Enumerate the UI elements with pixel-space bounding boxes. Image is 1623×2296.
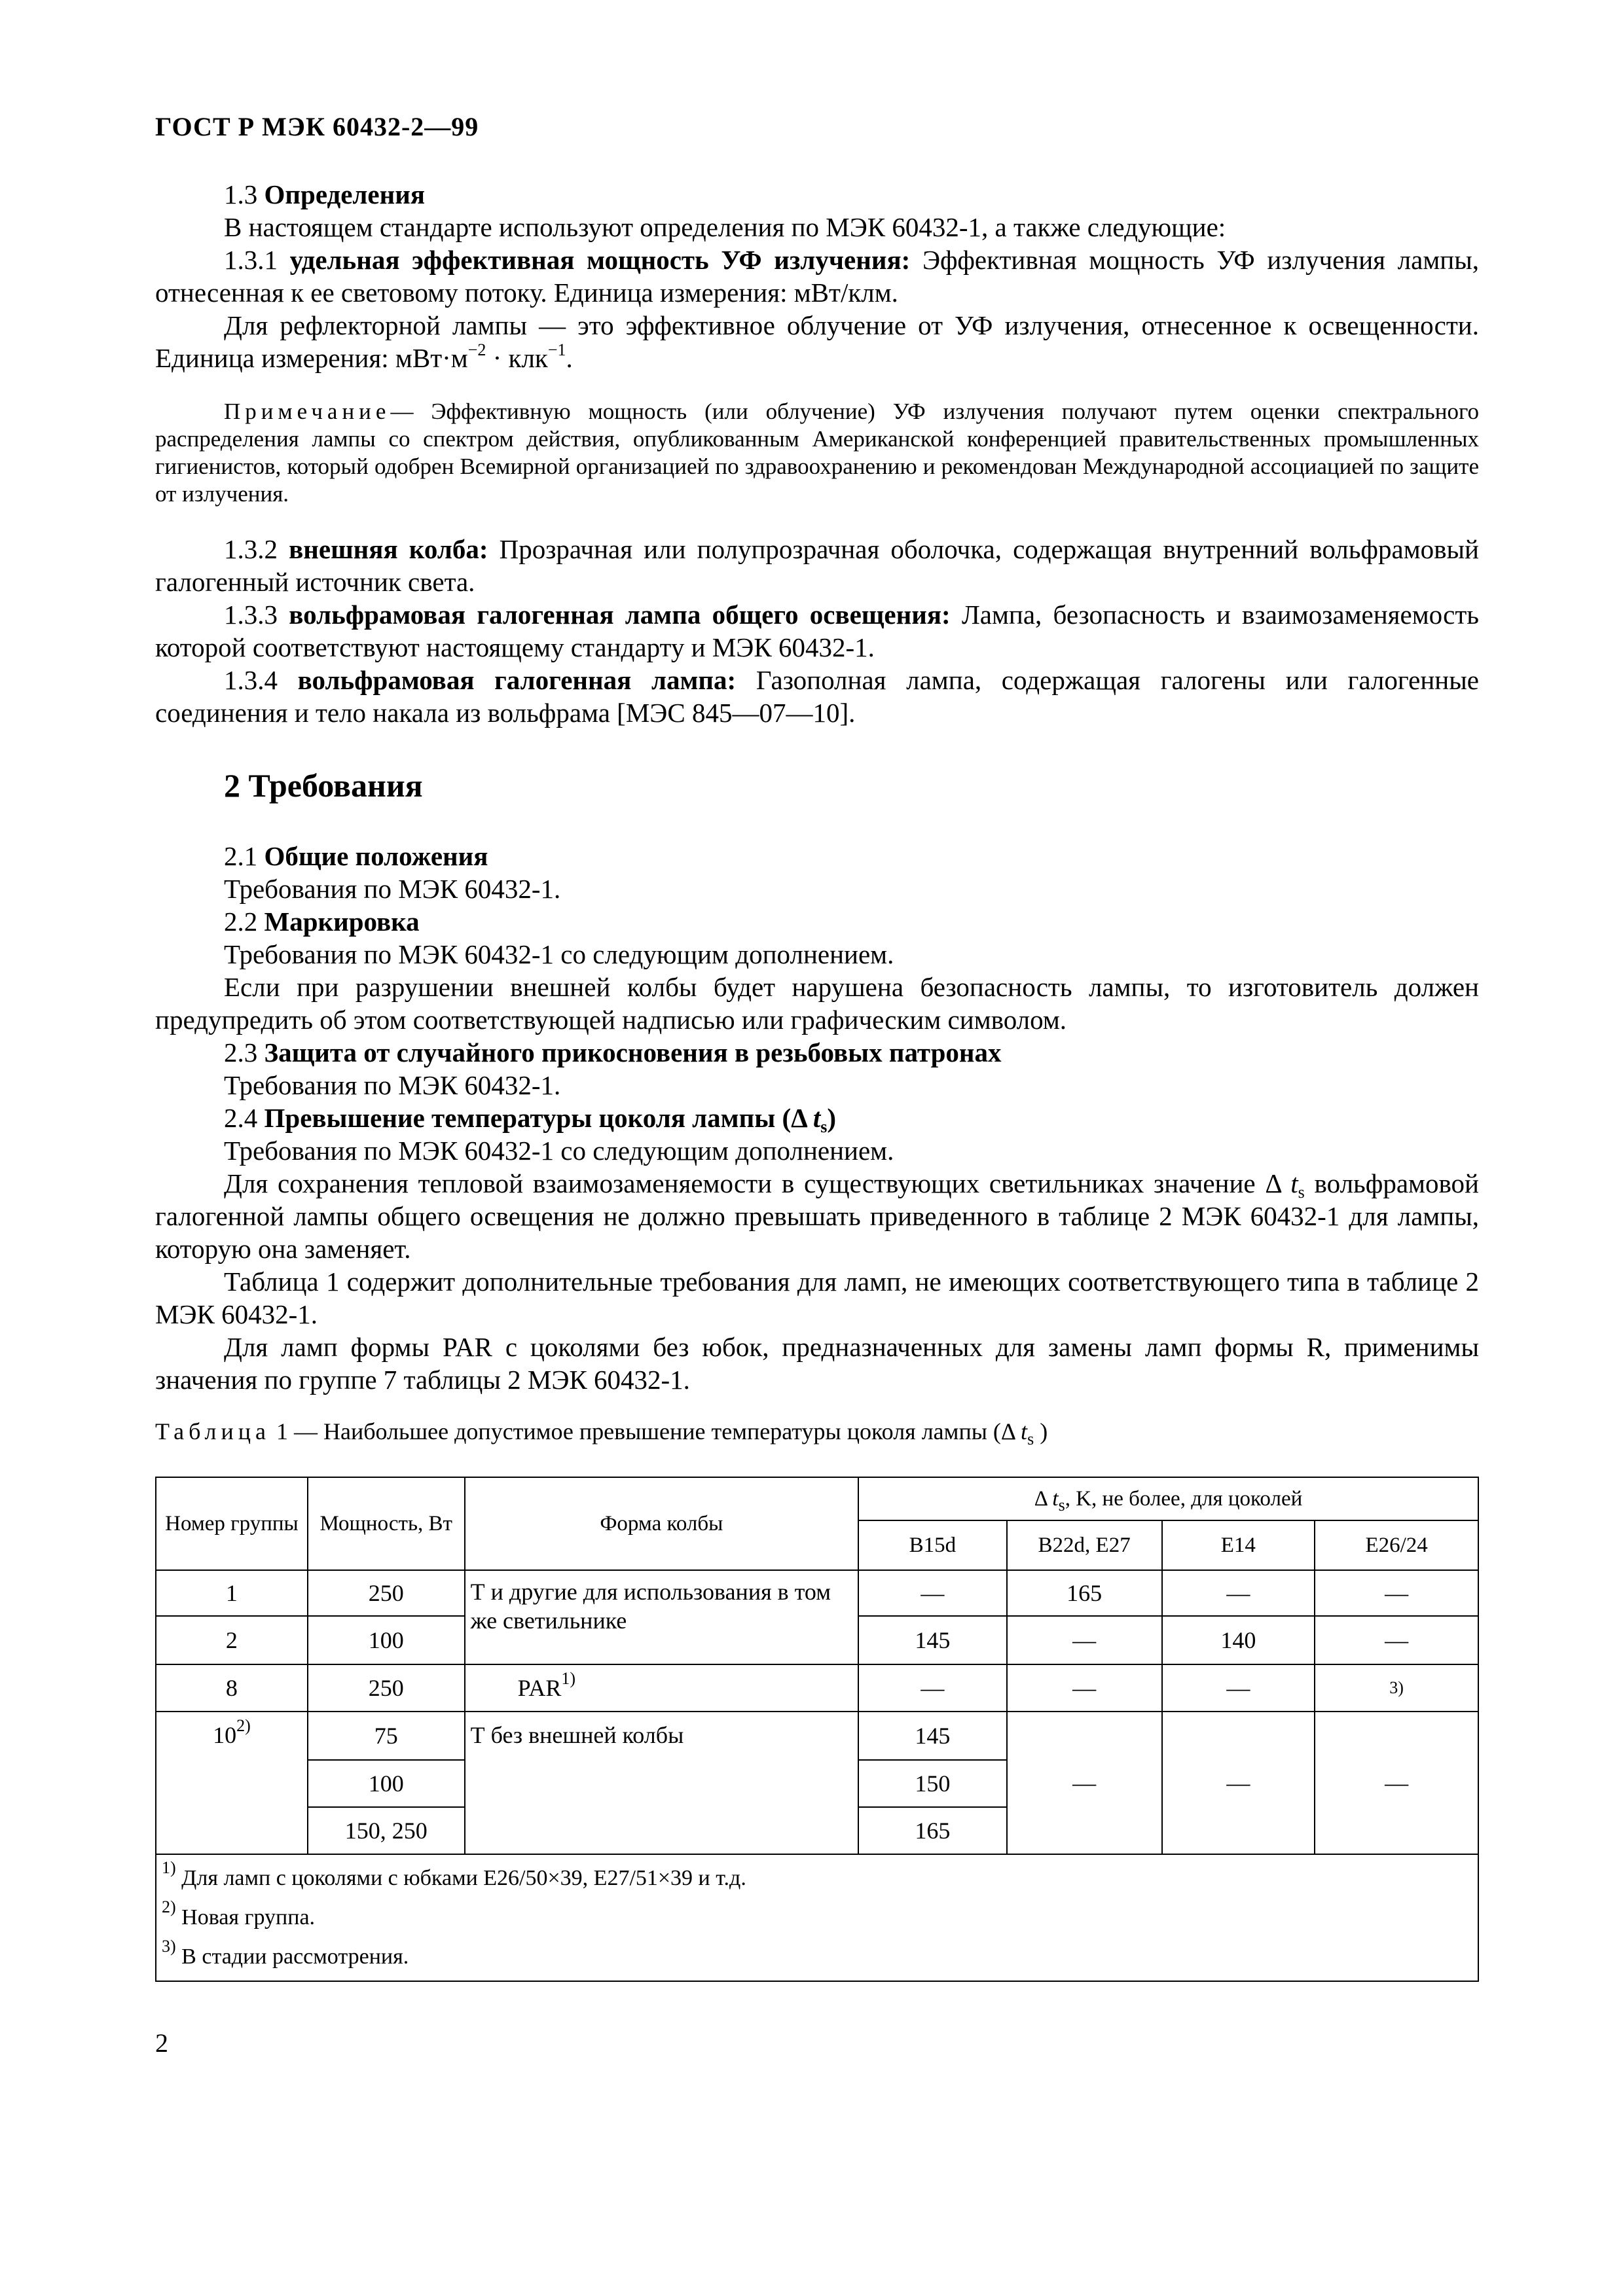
section-2-1-title: 2.1 Общие положения — [224, 841, 488, 871]
header-group: Номер группы — [156, 1477, 308, 1570]
section-2-4-text-3: Таблица 1 содержит дополнительные требования для ламп, не имеющих соответствующего типа в таблице 2 МЭК 60432-1. — [155, 1266, 1479, 1329]
section-2-4-text-4: Для ламп формы PAR с цоколями без юбок, предназначенных для замены ламп формы R, применимы значения по группе 7 таблицы 2 МЭК 60432-1. — [155, 1332, 1479, 1395]
header-power: Мощность, Вт — [308, 1477, 465, 1570]
table-footnotes-row — [156, 1854, 1478, 1981]
section-2-4-title: 2.4 Превышение температуры цоколя лампы (Δ $t_s$) — [224, 1103, 836, 1136]
footnote-3: $^{3)}$ В стадии рассмотрения. — [162, 1937, 409, 1969]
page-number: 2 — [155, 2028, 168, 2058]
note: Примечание— Эффективную мощность (или облучение) УФ излучения получают путем оценки спектрального распределения лампы со спектром действия, опубликованным Американской конференцией правительственных промышленных гигиенистов, который одобрен Всемирной организацией по здравоохранению и рекомендован Международной ассоциацией по защите от излучения. — [155, 399, 1479, 507]
section-1-3 — [155, 178, 1479, 729]
table-caption: Таблица 1 — Наибольшее допустимое превышение температуры цоколя лампы (Δ $t_s$ ) — [155, 1418, 1048, 1448]
header-base-e14: E14 — [1162, 1520, 1315, 1570]
table-row: 8 250 PAR$^{1)}$ — — — 3) — [156, 1664, 1478, 1712]
shape-cell: PAR$^{1)}$ — [465, 1664, 858, 1712]
table-row: 150, 250 165 — [156, 1807, 1478, 1854]
table-row: 100 150 — [156, 1760, 1478, 1807]
footnote-2: $^{2)}$ Новая группа. — [162, 1897, 316, 1929]
table-footnotes — [156, 1854, 1478, 1981]
section-2 — [155, 769, 1479, 1396]
footnote-1: $^{1)}$ Для ламп с цоколями с юбками E26/50×39, E27/51×39 и т.д. — [162, 1858, 746, 1890]
table-header-row — [156, 1477, 1478, 1520]
section-1-3-title: 1.3 Определения — [224, 179, 426, 209]
shape-cell: Т и другие для использования в том же светильнике — [465, 1570, 858, 1664]
definition-1-3-4: 1.3.4 вольфрамовая галогенная лампа: Газополная лампа, содержащая галогены или галогенные соединения и тело накала из вольфрама [МЭС 845—07—10]. — [155, 665, 1479, 728]
header-base-b15d: B15d — [858, 1520, 1007, 1570]
section-2-1-text: Требования по МЭК 60432-1. — [224, 874, 561, 904]
header-base-b22d-e27: B22d, E27 — [1007, 1520, 1162, 1570]
definition-1-3-1-reflector: Для рефлекторной лампы — это эффективное облучение от УФ излучения, отнесенное к освещенности. Единица измерения: $мВт\cdot м^{-2} \cdot клк^{-1}$. — [155, 310, 1479, 373]
table-row: 2 100 145 — 140 — — [156, 1616, 1478, 1664]
header-shape: Форма колбы — [465, 1477, 858, 1570]
section-2-2-text-2: Если при разрушении внешней колбы будет нарушена безопасность лампы, то изготовитель должен предупредить об этом соответствующей надписью или графическим символом. — [155, 972, 1479, 1035]
section-1-3-intro: В настоящем стандарте используют определения по МЭК 60432-1, а также следующие: — [224, 212, 1226, 242]
definition-1-3-2: 1.3.2 внешняя колба: Прозрачная или полупрозрачная оболочка, содержащая внутренний вольфрамовый галогенный источник света. — [155, 534, 1479, 597]
section-2-3-text: Требования по МЭК 60432-1. — [224, 1070, 561, 1100]
group-10-cell: 10$^{2)}$ — [156, 1712, 308, 1854]
definition-1-3-1: 1.3.1 удельная эффективная мощность УФ излучения: Эффективная мощность УФ излучения лампы, отнесенная к ее световому потоку. Единица измерения: мВт/клм. — [155, 245, 1480, 308]
section-2-4-text-2: Для сохранения тепловой взаимозаменяемости в существующих светильниках значение Δ $t_s$ вольфрамовой галогенной лампы общего освещения не должно превышать приведенного в таблице 2 МЭК 60432-1 для лампы, которую она заменяет. — [155, 1168, 1479, 1264]
definition-1-3-3: 1.3.3 вольфрамовая галогенная лампа общего освещения: Лампа, безопасность и взаимозаменяемость которой соответствуют настоящему стандарту и МЭК 60432-1. — [155, 600, 1479, 662]
document-header: ГОСТ Р МЭК 60432-2—99 — [155, 112, 479, 141]
section-2-2-title: 2.2 Маркировка — [224, 906, 420, 937]
header-base-e26-24: E26/24 — [1315, 1520, 1478, 1570]
base-temperature-table — [155, 1477, 1479, 1982]
section-2-heading: 2 Требования — [224, 767, 423, 804]
shape-cell: Т без внешней колбы — [465, 1712, 858, 1854]
table-row: 10$^{2)}$ 75 Т без внешней колбы 145 — — — — [156, 1712, 1478, 1760]
header-delta-ts: Δ $t_s$, K, не более, для цоколей — [858, 1477, 1478, 1520]
section-2-2-text-1: Требования по МЭК 60432-1 со следующим дополнением. — [224, 939, 894, 969]
section-2-4-text-1: Требования по МЭК 60432-1 со следующим дополнением. — [224, 1136, 894, 1166]
table-row: 1 250 Т и другие для использования в том же светильнике — 165 — — — [156, 1570, 1478, 1616]
section-2-3-title: 2.3 Защита от случайного прикосновения в резьбовых патронах — [224, 1037, 1002, 1067]
